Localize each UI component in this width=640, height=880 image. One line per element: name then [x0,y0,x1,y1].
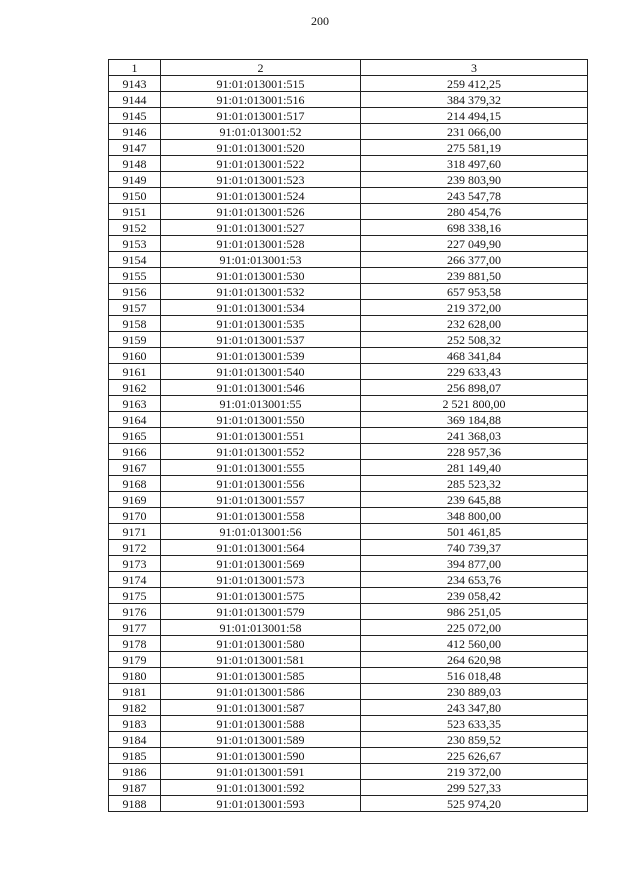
row-number-cell: 9147 [109,140,161,156]
row-number-cell: 9187 [109,780,161,796]
row-number-cell: 9171 [109,524,161,540]
cadastral-value-cell: 299 527,33 [361,780,588,796]
table-row [109,140,588,156]
table-row [109,796,588,812]
row-number-cell: 9172 [109,540,161,556]
row-number-cell: 9180 [109,668,161,684]
cadastral-value-cell: 698 338,16 [361,220,588,236]
row-number-cell: 9177 [109,620,161,636]
row-number-cell: 9152 [109,220,161,236]
table-row [109,284,588,300]
cadastral-value-table [108,59,588,812]
cadastral-number-cell: 91:01:013001:591 [161,764,361,780]
cadastral-value-cell: 225 072,00 [361,620,588,636]
cadastral-value-cell: 243 347,80 [361,700,588,716]
row-number-cell: 9151 [109,204,161,220]
column-header-2: 2 [161,60,361,76]
table-row [109,380,588,396]
table-row [109,364,588,380]
cadastral-value-cell: 318 497,60 [361,156,588,172]
table-row [109,220,588,236]
row-number-cell: 9146 [109,124,161,140]
cadastral-number-cell: 91:01:013001:550 [161,412,361,428]
cadastral-value-cell: 219 372,00 [361,764,588,780]
table-row [109,396,588,412]
cadastral-number-cell: 91:01:013001:528 [161,236,361,252]
cadastral-number-cell: 91:01:013001:526 [161,204,361,220]
table-row [109,540,588,556]
row-number-cell: 9145 [109,108,161,124]
row-number-cell: 9163 [109,396,161,412]
cadastral-value-cell: 501 461,85 [361,524,588,540]
cadastral-number-cell: 91:01:013001:524 [161,188,361,204]
row-number-cell: 9148 [109,156,161,172]
table-row [109,524,588,540]
cadastral-value-cell: 384 379,32 [361,92,588,108]
table-row [109,492,588,508]
table-row [109,572,588,588]
cadastral-value-cell: 229 633,43 [361,364,588,380]
cadastral-number-cell: 91:01:013001:546 [161,380,361,396]
cadastral-value-cell: 281 149,40 [361,460,588,476]
cadastral-value-cell: 239 645,88 [361,492,588,508]
row-number-cell: 9165 [109,428,161,444]
table-row [109,348,588,364]
row-number-cell: 9179 [109,652,161,668]
row-number-cell: 9185 [109,748,161,764]
row-number-cell: 9169 [109,492,161,508]
cadastral-number-cell: 91:01:013001:579 [161,604,361,620]
table-row [109,204,588,220]
cadastral-value-cell: 740 739,37 [361,540,588,556]
column-header-3: 3 [361,60,588,76]
cadastral-number-cell: 91:01:013001:522 [161,156,361,172]
table-header-row [109,60,588,76]
table-row [109,172,588,188]
row-number-cell: 9175 [109,588,161,604]
table-row [109,444,588,460]
cadastral-value-cell: 986 251,05 [361,604,588,620]
table-row [109,252,588,268]
table-row [109,780,588,796]
cadastral-number-cell: 91:01:013001:540 [161,364,361,380]
row-number-cell: 9182 [109,700,161,716]
table-row [109,412,588,428]
cadastral-number-cell: 91:01:013001:530 [161,268,361,284]
table-row [109,636,588,652]
cadastral-value-cell: 230 889,03 [361,684,588,700]
cadastral-number-cell: 91:01:013001:558 [161,508,361,524]
cadastral-value-cell: 225 626,67 [361,748,588,764]
cadastral-number-cell: 91:01:013001:575 [161,588,361,604]
table-row [109,268,588,284]
table-row [109,588,588,604]
table-row [109,124,588,140]
cadastral-number-cell: 91:01:013001:551 [161,428,361,444]
cadastral-value-cell: 239 803,90 [361,172,588,188]
cadastral-value-cell: 259 412,25 [361,76,588,92]
table-row [109,716,588,732]
table-row [109,156,588,172]
cadastral-value-cell: 657 953,58 [361,284,588,300]
table-row [109,300,588,316]
cadastral-number-cell: 91:01:013001:592 [161,780,361,796]
table-row [109,748,588,764]
cadastral-number-cell: 91:01:013001:573 [161,572,361,588]
row-number-cell: 9159 [109,332,161,348]
cadastral-number-cell: 91:01:013001:53 [161,252,361,268]
row-number-cell: 9188 [109,796,161,812]
cadastral-number-cell: 91:01:013001:585 [161,668,361,684]
table-row [109,668,588,684]
cadastral-number-cell: 91:01:013001:55 [161,396,361,412]
cadastral-number-cell: 91:01:013001:555 [161,460,361,476]
row-number-cell: 9186 [109,764,161,780]
cadastral-value-cell: 219 372,00 [361,300,588,316]
row-number-cell: 9153 [109,236,161,252]
cadastral-value-cell: 239 881,50 [361,268,588,284]
row-number-cell: 9149 [109,172,161,188]
cadastral-value-cell: 369 184,88 [361,412,588,428]
cadastral-value-cell: 280 454,76 [361,204,588,220]
cadastral-value-cell: 394 877,00 [361,556,588,572]
row-number-cell: 9154 [109,252,161,268]
cadastral-value-cell: 275 581,19 [361,140,588,156]
cadastral-number-cell: 91:01:013001:588 [161,716,361,732]
row-number-cell: 9160 [109,348,161,364]
cadastral-number-cell: 91:01:013001:569 [161,556,361,572]
table-row [109,684,588,700]
cadastral-value-cell: 516 018,48 [361,668,588,684]
cadastral-value-cell: 227 049,90 [361,236,588,252]
cadastral-number-cell: 91:01:013001:58 [161,620,361,636]
cadastral-value-cell: 525 974,20 [361,796,588,812]
table-row [109,508,588,524]
row-number-cell: 9184 [109,732,161,748]
cadastral-value-cell: 256 898,07 [361,380,588,396]
row-number-cell: 9183 [109,716,161,732]
table-row [109,732,588,748]
cadastral-value-cell: 214 494,15 [361,108,588,124]
row-number-cell: 9167 [109,460,161,476]
cadastral-value-cell: 239 058,42 [361,588,588,604]
table-row [109,316,588,332]
cadastral-number-cell: 91:01:013001:516 [161,92,361,108]
table-row [109,556,588,572]
cadastral-number-cell: 91:01:013001:539 [161,348,361,364]
row-number-cell: 9176 [109,604,161,620]
cadastral-number-cell: 91:01:013001:52 [161,124,361,140]
cadastral-number-cell: 91:01:013001:589 [161,732,361,748]
column-header-1: 1 [109,60,161,76]
cadastral-number-cell: 91:01:013001:520 [161,140,361,156]
cadastral-number-cell: 91:01:013001:523 [161,172,361,188]
cadastral-number-cell: 91:01:013001:557 [161,492,361,508]
row-number-cell: 9173 [109,556,161,572]
cadastral-number-cell: 91:01:013001:527 [161,220,361,236]
cadastral-number-cell: 91:01:013001:587 [161,700,361,716]
table-row [109,188,588,204]
table-row [109,652,588,668]
table-row [109,620,588,636]
row-number-cell: 9170 [109,508,161,524]
table-row [109,92,588,108]
cadastral-value-cell: 252 508,32 [361,332,588,348]
row-number-cell: 9155 [109,268,161,284]
table-row [109,460,588,476]
cadastral-value-cell: 348 800,00 [361,508,588,524]
table-row [109,108,588,124]
row-number-cell: 9158 [109,316,161,332]
cadastral-number-cell: 91:01:013001:517 [161,108,361,124]
table-row [109,604,588,620]
row-number-cell: 9164 [109,412,161,428]
row-number-cell: 9161 [109,364,161,380]
cadastral-number-cell: 91:01:013001:534 [161,300,361,316]
cadastral-number-cell: 91:01:013001:556 [161,476,361,492]
table-row [109,76,588,92]
table-row [109,764,588,780]
row-number-cell: 9174 [109,572,161,588]
cadastral-value-cell: 2 521 800,00 [361,396,588,412]
cadastral-value-cell: 234 653,76 [361,572,588,588]
cadastral-number-cell: 91:01:013001:515 [161,76,361,92]
cadastral-number-cell: 91:01:013001:590 [161,748,361,764]
cadastral-number-cell: 91:01:013001:532 [161,284,361,300]
cadastral-value-cell: 230 859,52 [361,732,588,748]
cadastral-number-cell: 91:01:013001:56 [161,524,361,540]
table-row [109,428,588,444]
cadastral-value-cell: 412 560,00 [361,636,588,652]
row-number-cell: 9166 [109,444,161,460]
cadastral-number-cell: 91:01:013001:581 [161,652,361,668]
row-number-cell: 9156 [109,284,161,300]
cadastral-number-cell: 91:01:013001:535 [161,316,361,332]
cadastral-number-cell: 91:01:013001:586 [161,684,361,700]
row-number-cell: 9143 [109,76,161,92]
page-number: 200 [311,14,329,28]
cadastral-number-cell: 91:01:013001:552 [161,444,361,460]
cadastral-number-cell: 91:01:013001:593 [161,796,361,812]
row-number-cell: 9181 [109,684,161,700]
table-row [109,700,588,716]
cadastral-value-cell: 232 628,00 [361,316,588,332]
table-row [109,332,588,348]
row-number-cell: 9178 [109,636,161,652]
cadastral-value-cell: 231 066,00 [361,124,588,140]
cadastral-number-cell: 91:01:013001:537 [161,332,361,348]
row-number-cell: 9162 [109,380,161,396]
cadastral-value-cell: 228 957,36 [361,444,588,460]
table-body [109,76,588,812]
cadastral-value-cell: 241 368,03 [361,428,588,444]
table-row [109,236,588,252]
cadastral-value-cell: 468 341,84 [361,348,588,364]
table-row [109,476,588,492]
row-number-cell: 9144 [109,92,161,108]
cadastral-value-cell: 243 547,78 [361,188,588,204]
row-number-cell: 9168 [109,476,161,492]
cadastral-value-cell: 264 620,98 [361,652,588,668]
cadastral-value-cell: 266 377,00 [361,252,588,268]
cadastral-number-cell: 91:01:013001:580 [161,636,361,652]
cadastral-value-cell: 285 523,32 [361,476,588,492]
row-number-cell: 9157 [109,300,161,316]
cadastral-number-cell: 91:01:013001:564 [161,540,361,556]
cadastral-value-cell: 523 633,35 [361,716,588,732]
row-number-cell: 9150 [109,188,161,204]
